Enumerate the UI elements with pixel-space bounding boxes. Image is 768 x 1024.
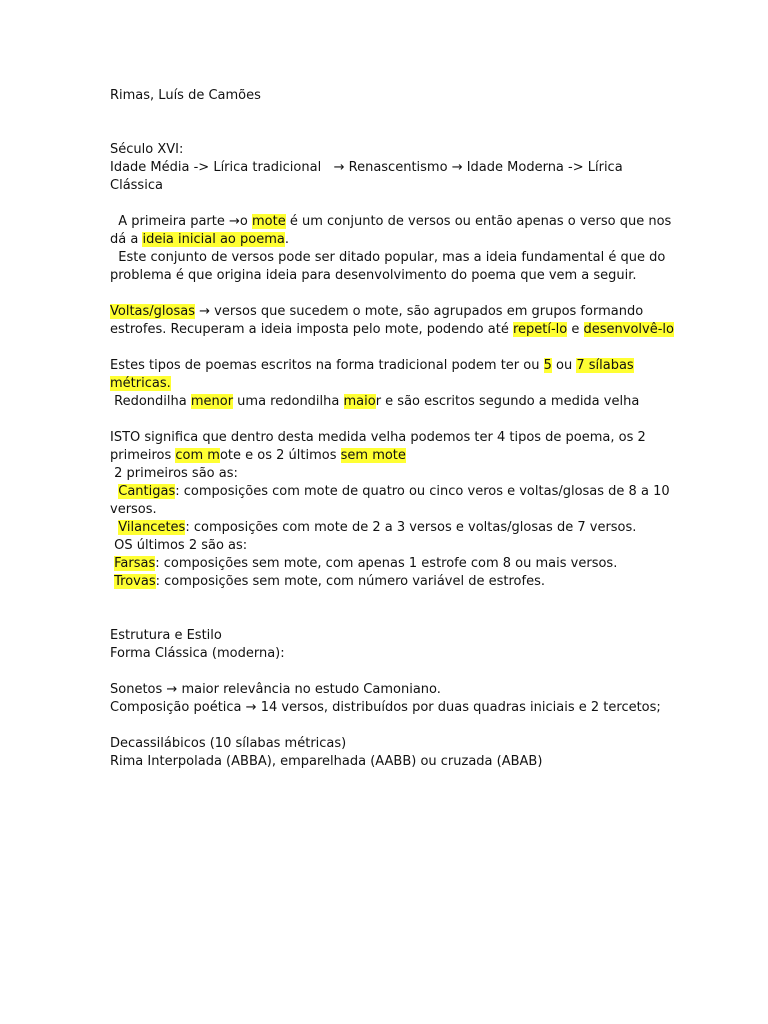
document-title: Rimas, Luís de Camões — [110, 88, 261, 103]
tipos-line-3: Redondilha menor uma redondilha maior e são escritos segundo a medida velha — [110, 394, 640, 409]
highlight-repeti-lo: repetí-lo — [512, 322, 568, 337]
arrow-right-icon: → — [229, 214, 240, 229]
highlight-trovas: Trovas — [114, 574, 156, 589]
highlight-cantigas: Cantigas — [118, 484, 176, 499]
mote-line-3: Este conjunto de versos pode ser ditado popular, mas a ideia fundamental é que do — [110, 250, 666, 265]
arrow-right-icon: → — [166, 682, 178, 697]
isto-line-1: ISTO significa que dentro desta medida velha podemos ter 4 tipos de poema, os 2 — [110, 430, 646, 445]
mote-line-2: dá a ideia inicial ao poema. — [110, 232, 289, 247]
highlight-menor: menor — [190, 394, 234, 409]
vilancetes-line: Vilancetes: composições com mote de 2 a 3 versos e voltas/glosas de 7 versos. — [118, 520, 637, 535]
highlight-com-mote: com m — [175, 448, 220, 463]
highlight-vilancetes: Vilancetes — [118, 520, 186, 535]
cantigas-line: Cantigas: composições com mote de quatro ou cinco veros e voltas/glosas de 8 a 10 — [118, 484, 670, 499]
highlight-desenvolve-lo: desenvolvê-lo — [583, 322, 674, 337]
farsas-line: Farsas: composições sem mote, com apenas 1 estrofe com 8 ou mais versos. — [114, 556, 618, 571]
highlight-mote: mote — [252, 214, 286, 229]
mote-line-4: problema é que origina ideia para desenvolvimento do poema que vem a seguir. — [110, 268, 637, 283]
highlight-5: 5 — [543, 358, 552, 373]
sonetos-line: Sonetos → maior relevância no estudo Camoniano. — [110, 682, 441, 697]
highlight-voltas-glosas: Voltas/glosas — [110, 304, 195, 319]
tipos-line-1: Estes tipos de poemas escritos na forma tradicional podem ter ou 5 ou 7 sílabas — [110, 358, 634, 373]
isto-line-2: primeiros com mote e os 2 últimos sem mote — [110, 448, 406, 463]
cantigas-line-2: versos. — [110, 502, 157, 517]
mote-line-1: A primeira parte →o mote é um conjunto de versos ou então apenas o verso que nos — [110, 214, 672, 229]
document-page — [110, 87, 674, 771]
arrow-right-icon: → — [245, 700, 257, 715]
arrow-right-icon: → — [451, 160, 463, 175]
rima-line: Rima Interpolada (ABBA), emparelhada (AABB) ou cruzada (ABAB) — [110, 754, 543, 769]
highlight-ideia-inicial: ideia inicial ao poema — [142, 232, 285, 247]
isto-line-3: 2 primeiros são as: — [110, 466, 238, 481]
highlight-metricas: métricas. — [110, 376, 171, 391]
highlight-7-silabas: 7 sílabas — [576, 358, 634, 373]
tipos-line-2 — [110, 375, 670, 393]
arrow-right-icon: → — [199, 304, 211, 319]
ultimos-line: OS últimos 2 são as: — [110, 538, 248, 553]
decassilabicos-line: Decassilábicos (10 sílabas métricas) — [110, 736, 347, 751]
arrow-right-icon: → — [333, 160, 345, 175]
highlight-maio: maio — [343, 394, 376, 409]
highlight-sem-mote: sem mote — [340, 448, 406, 463]
voltas-line-1: Voltas/glosas → versos que sucedem o mote, são agrupados em grupos formando — [110, 304, 644, 319]
highlight-farsas: Farsas — [114, 556, 156, 571]
trovas-line: Trovas: composições sem mote, com número variável de estrofes. — [114, 574, 545, 589]
estrutura-heading: Estrutura e Estilo — [110, 628, 222, 643]
century-line-2: Clássica — [110, 178, 163, 193]
century-line-1: Idade Média -> Lírica tradicional → Renascentismo → Idade Moderna -> Lírica — [110, 160, 623, 175]
voltas-line-2: estrofes. Recuperam a ideia imposta pelo mote, podendo até repetí-lo e desenvolvê-lo — [110, 322, 674, 337]
century-heading: Século XVI: — [110, 142, 184, 157]
composicao-line: Composição poética → 14 versos, distribuídos por duas quadras iniciais e 2 tercetos; — [110, 700, 661, 715]
forma-classica: Forma Clássica (moderna): — [110, 646, 285, 661]
